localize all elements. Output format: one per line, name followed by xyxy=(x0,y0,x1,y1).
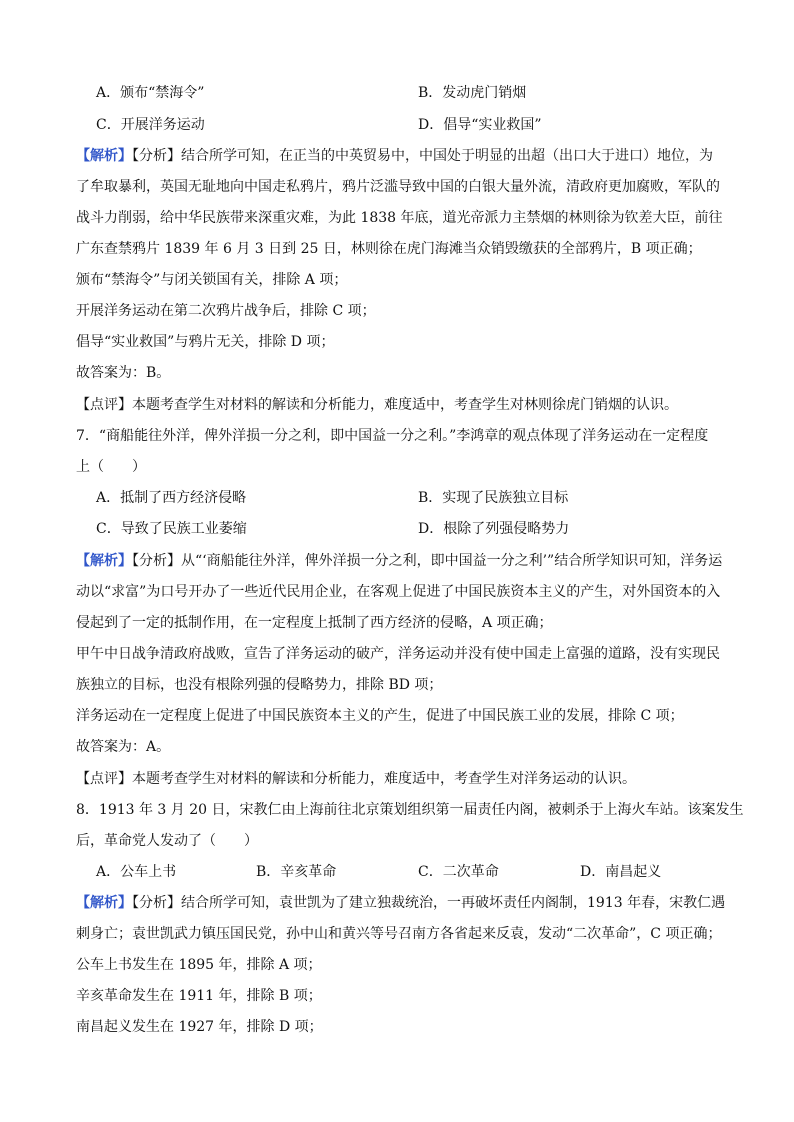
q7-option-b: B．实现了民族独立目标 xyxy=(418,490,569,506)
q7-analysis-line-2: 动以“求富”为口号开办了一些近代民用企业，在客观上促进了中国民族资本主义的产生，对外国资本的入 xyxy=(76,584,721,600)
q7-analysis-line-6: 洋务运动在一定程度上促进了中国民族资本主义的产生，促进了中国民族工业的发展，排除 C 项； xyxy=(76,708,684,724)
q6-analysis-line-2: 了牟取暴利，英国无耻地向中国走私鸦片，鸦片泛滥导致中国的白银大量外流，清政府更加腐败，军队的 xyxy=(76,179,720,195)
q8-option-d: D．南昌起义 xyxy=(580,864,662,880)
analysis-tag: 【解析】 xyxy=(76,553,132,569)
q8-stem-line-1: 8．1913 年 3 月 20 日，宋教仁由上海前往北京策划组织第一届责任内阁，被刺杀于上海火车站。该案发生 xyxy=(76,802,744,818)
q6-analysis-line-4: 广东查禁鸦片 1839 年 6 月 3 日到 25 日，林则徐在虎门海滩当众销毁缴获的全部鸦片，B 项正确； xyxy=(76,241,702,257)
q6-analysis-line-5: 颁布“禁海令”与闭关锁国有关，排除 A 项； xyxy=(76,272,348,288)
analysis-text: 结合所学可知，袁世凯为了建立独裁统治，一再破坏责任内阁制，1913 年春，宋教仁遇 xyxy=(181,895,726,911)
analysis-tag: 【解析】 xyxy=(76,895,132,911)
q6-option-d: D．倡导“实业救国” xyxy=(418,117,542,133)
analysis-text: 从“‘商船能往外洋，俾外洋损一分之利，即中国益一分之利’”结合所学知识可知，洋务运 xyxy=(181,553,723,569)
q6-analysis-line-7: 倡导“实业救国”与鸦片无关，排除 D 项； xyxy=(76,334,335,350)
q8-analysis-line-4: 辛亥革命发生在 1911 年，排除 B 项； xyxy=(76,988,322,1004)
analysis-subtag: 【分析】 xyxy=(132,895,181,911)
q8-analysis-line-5: 南昌起义发生在 1927 年，排除 D 项； xyxy=(76,1019,323,1035)
analysis-text: 结合所学可知，在正当的中英贸易中，中国处于明显的出超（出口大于进口）地位，为 xyxy=(181,148,713,164)
q8-analysis-line-2: 刺身亡；袁世凯武力镇压国民党，孙中山和黄兴等号召南方各省起来反袁，发动“二次革命”，C 项正确； xyxy=(76,926,722,942)
q6-answer: 故答案为：B。 xyxy=(76,365,171,381)
analysis-tag: 【解析】 xyxy=(76,148,132,164)
q7-analysis-line-1 xyxy=(76,551,748,571)
q7-stem-line-1: 7．“商船能往外洋，俾外洋损一分之利，即中国益一分之利。”李鸿章的观点体现了洋务运动在一定程度 xyxy=(76,428,709,444)
q7-analysis-line-4: 甲午中日战争清政府战败，宣告了洋务运动的破产，洋务运动并没有使中国走上富强的道路，没有实现民 xyxy=(76,646,720,662)
q6-comment: 【点评】本题考查学生对材料的解读和分析能力，难度适中，考查学生对林则徐虎门销烟的认识。 xyxy=(76,397,678,413)
q6-option-c: C．开展洋务运动 xyxy=(96,117,205,133)
q6-option-b: B．发动虎门销烟 xyxy=(418,85,527,101)
analysis-subtag: 【分析】 xyxy=(132,553,181,569)
q6-analysis-line-6: 开展洋务运动在第二次鸦片战争后，排除 C 项； xyxy=(76,303,376,319)
analysis-subtag: 【分析】 xyxy=(132,148,181,164)
q7-option-c: C．导致了民族工业萎缩 xyxy=(96,521,247,537)
q8-option-a: A．公车上书 xyxy=(96,864,177,880)
q7-analysis-line-3: 侵起到了一定的抵制作用，在一定程度上抵制了西方经济的侵略，A 项正确； xyxy=(76,615,553,631)
q7-comment: 【点评】本题考查学生对材料的解读和分析能力，难度适中，考查学生对洋务运动的认识。 xyxy=(76,771,636,787)
q8-option-c: C．二次革命 xyxy=(418,864,499,880)
q8-analysis-line-1 xyxy=(76,893,748,913)
q7-answer: 故答案为：A。 xyxy=(76,739,171,755)
q8-stem-line-2: 后，革命党人发动了（ ） xyxy=(76,833,258,849)
q8-option-b: B．辛亥革命 xyxy=(256,864,337,880)
q6-analysis-line-1 xyxy=(76,146,748,166)
q7-option-d: D．根除了列强侵略势力 xyxy=(418,521,570,537)
q7-option-a: A．抵制了西方经济侵略 xyxy=(96,490,247,506)
q6-analysis-line-3: 战斗力削弱，给中华民族带来深重灾难，为此 1838 年底，道光帝派力主禁烟的林则徐为钦差大臣，前往 xyxy=(76,210,723,226)
q7-analysis-line-5: 族独立的目标，也没有根除列强的侵略势力，排除 BD 项； xyxy=(76,677,443,693)
q8-analysis-line-3: 公车上书发生在 1895 年，排除 A 项； xyxy=(76,957,322,973)
q6-option-a: A．颁布“禁海令” xyxy=(96,85,205,101)
q7-stem-line-2: 上（ ） xyxy=(76,459,146,475)
